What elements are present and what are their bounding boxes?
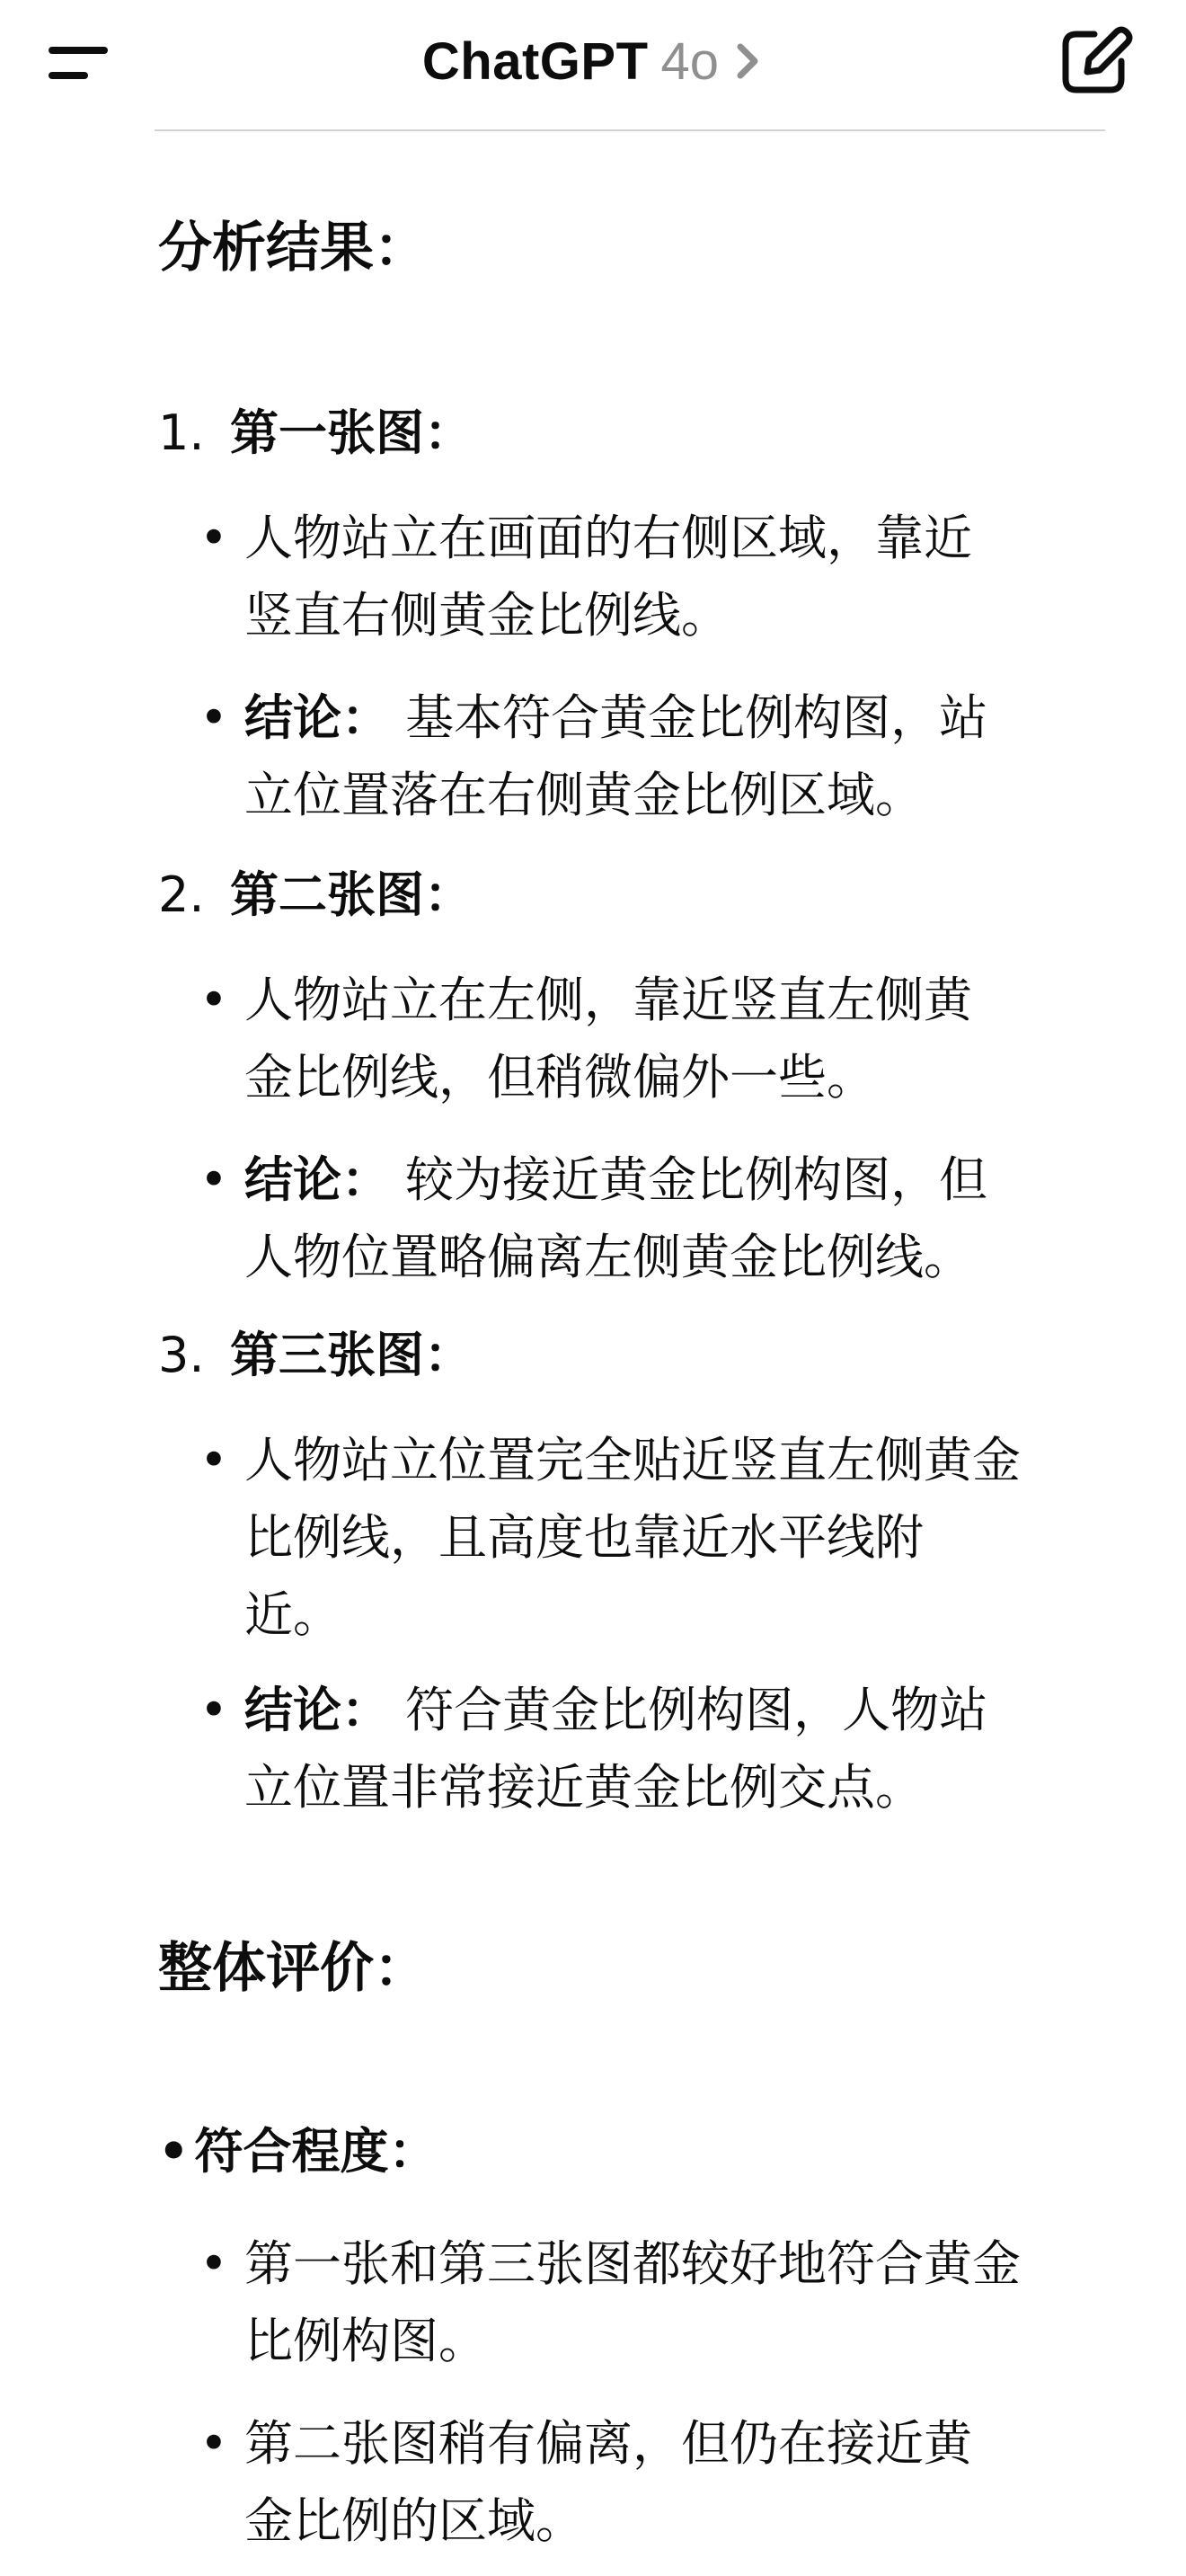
bullet-text-line: 近。 <box>244 1586 341 1643</box>
overall-bullet-2 <box>199 2405 1107 2560</box>
conclusion-label: 结论： <box>244 1151 390 1208</box>
bullet-text-line: 人物站立在画面的右侧区域，靠近 <box>244 510 972 566</box>
list-item-2-bullet-2 <box>199 1141 1107 1296</box>
bullet-text-line: 立位置非常接近黄金比例交点。 <box>244 1759 924 1816</box>
bullet-dot: • <box>199 2415 228 2472</box>
bullet-dot: • <box>199 1432 228 1488</box>
bullet-dot: • <box>199 972 228 1028</box>
bullet-text-line: 立位置落在右侧黄金比例区域。 <box>244 767 924 823</box>
bullet-text-line: 竖直右侧黄金比例线。 <box>244 587 730 644</box>
bullet-text-line: 金比例的区域。 <box>244 2492 584 2549</box>
list-item-3-bullet-2 <box>199 1672 1107 1826</box>
conclusion-label: 结论： <box>244 689 390 746</box>
bullet-text-line: 较为接近黄金比例构图，但 <box>390 1151 988 1208</box>
bullet-text-line: 比例构图。 <box>244 2313 487 2369</box>
overall-subheading <box>158 2119 438 2184</box>
bullet-text-line: 金比例线，但稍微偏外一些。 <box>244 1049 875 1106</box>
model-label: 4o <box>660 31 720 91</box>
bullet-dot: • <box>199 2235 228 2292</box>
bullet-text-line: 符合黄金比例构图，人物站 <box>390 1682 988 1738</box>
list-item-1-bullet-1 <box>199 500 1107 654</box>
bullet-text-line: 第一张和第三张图都较好地符合黄金 <box>244 2235 1021 2292</box>
bullet-text-line: 人物站立在左侧，靠近竖直左侧黄 <box>244 972 972 1028</box>
conclusion-label: 结论： <box>244 1682 390 1738</box>
list-item-3-bullet-1 <box>199 1422 1107 1654</box>
list-item-2-bullet-1 <box>199 962 1107 1116</box>
list-item-1-title <box>158 401 473 466</box>
bullet-dot: • <box>199 510 228 566</box>
list-item-3-title <box>158 1323 473 1388</box>
list-item-2-title <box>158 863 473 928</box>
list-number: 3. <box>158 1327 205 1383</box>
bullet-text-line: 第二张图稍有偏离，但仍在接近黄 <box>244 2415 972 2472</box>
bullet-dot: • <box>199 1682 228 1738</box>
subheading-label: 符合程度： <box>194 2123 438 2180</box>
bullet-text-line: 基本符合黄金比例构图，站 <box>390 689 988 746</box>
bullet-text-line: 人物位置略偏离左侧黄金比例线。 <box>244 1229 972 1285</box>
bullet-dot: • <box>199 689 228 746</box>
list-number: 1. <box>158 404 205 461</box>
overall-bullet-1 <box>199 2225 1107 2380</box>
list-item-1-bullet-2 <box>199 680 1107 834</box>
overall-heading: 整体评价： <box>158 1937 428 2000</box>
bullet-dot: • <box>199 1151 228 1208</box>
bullet-dot: • <box>158 2123 190 2180</box>
list-number: 2. <box>158 866 205 923</box>
analysis-heading: 分析结果： <box>158 217 428 280</box>
app-title: ChatGPT <box>421 31 649 91</box>
list-label: 第一张图： <box>230 404 473 461</box>
bullet-text-line: 比例线，且高度也靠近水平线附 <box>244 1509 924 1566</box>
bullet-text-line: 人物站立位置完全贴近竖直左侧黄金 <box>244 1432 1021 1488</box>
list-label: 第二张图： <box>230 866 473 923</box>
list-label: 第三张图： <box>230 1327 473 1383</box>
